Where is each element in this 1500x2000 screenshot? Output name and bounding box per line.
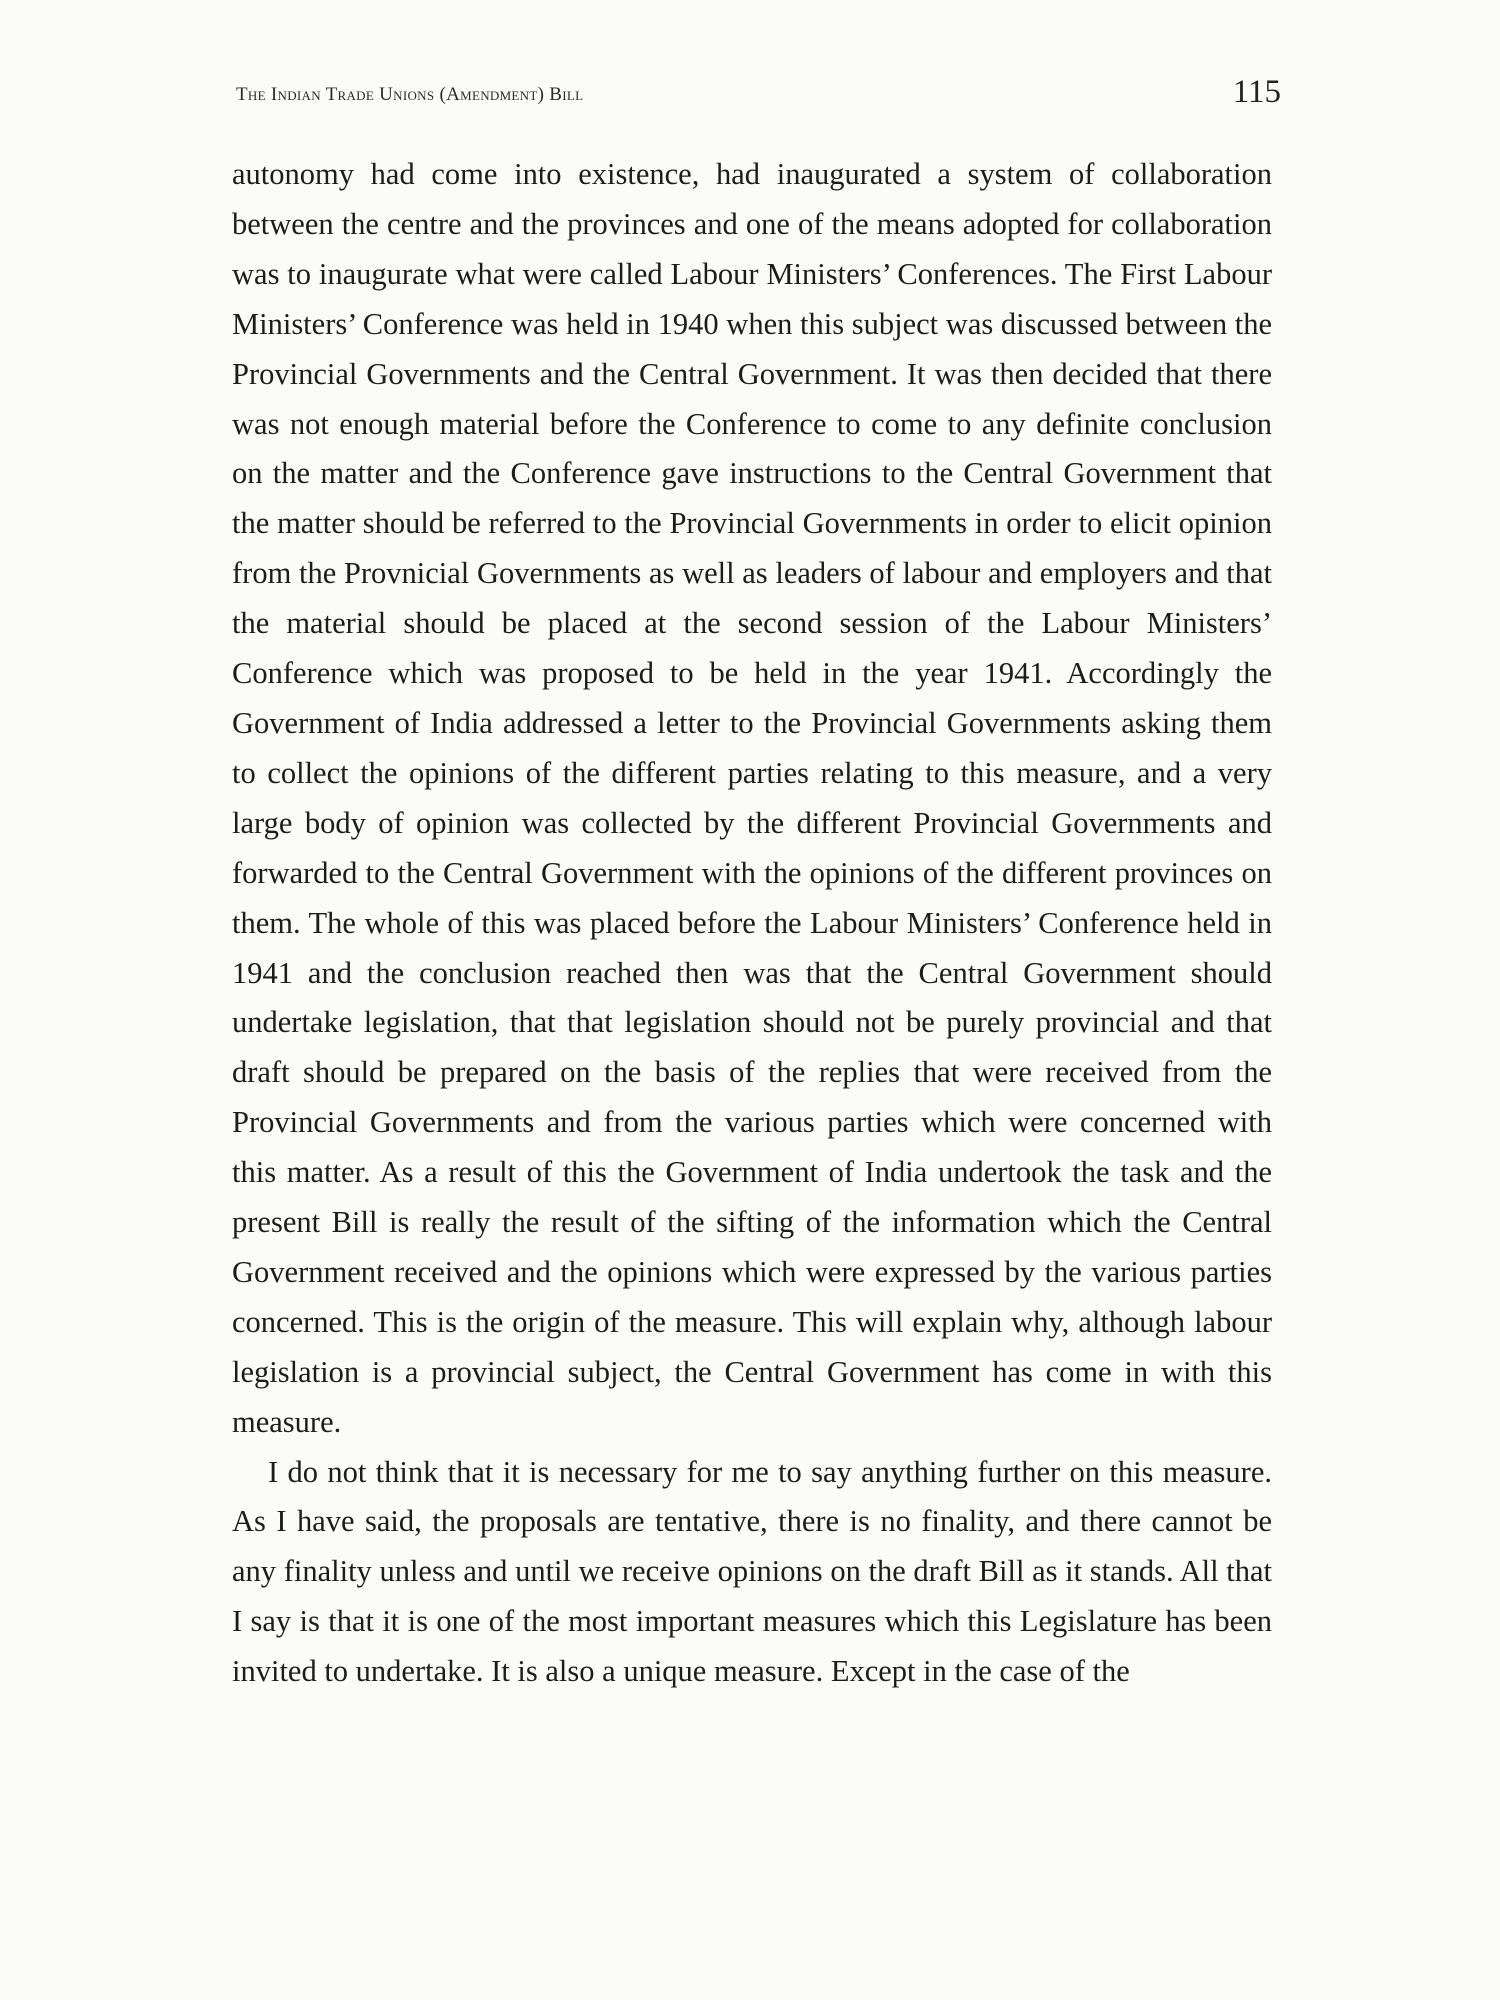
body-text [232,150,1272,1697]
paragraph-1: autonomy had come into existence, had inaugurated a system of collaboration between the centre and the provinces and one of the means adopted for collaboration was to inaugurate what were called Labour Ministers’ Conferences. The First Labour Ministers’ Conference was held in 1940 when this subject was discussed between the Provincial Governments and the Central Government. It was then decided that there was not enough material before the Conference to come to any definite conclusion on the matter and the Conference gave instructions to the Central Government that the matter should be referred to the Provincial Governments in order to elicit opinion from the Provnicial Governments as well as leaders of labour and employers and that the material should be placed at the second session of the Labour Ministers’ Conference which was proposed to be held in the year 1941. Accordingly the Government of India addressed a letter to the Provincial Governments asking them to collect the opinions of the different parties relating to this measure, and a very large body of opinion was collected by the different Provincial Governments and forwarded to the Central Government with the opinions of the different provinces on them. The whole of this was placed before the Labour Ministers’ Conference held in 1941 and the conclusion reached then was that the Central Government should undertake legislation, that that legislation should not be purely provincial and that draft should be prepared on the basis of the replies that were received from the Provincial Governments and from the various parties which were concerned with this matter. As a result of this the Government of India undertook the task and the present Bill is really the result of the sifting of the information which the Central Government received and the opinions which were expressed by the various parties concerned. This is the origin of the measure. This will explain why, although labour legislation is a provincial subject, the Central Government has come in with this measure. [232,157,1272,1439]
paragraph-2: I do not think that it is necessary for me to say anything further on this measure. As I have said, the proposals are tentative, there is no finality, and there cannot be any finality unless and until we receive opinions on the draft Bill as it stands. All that I say is that it is one of the most important measures which this Legislature has been invited to undertake. It is also a unique measure. Except in the case of the [232,1454,1272,1689]
page-number: 115 [1232,74,1281,110]
running-head [236,74,1281,114]
running-title: The Indian Trade Unions (Amendment) Bill [236,84,584,105]
